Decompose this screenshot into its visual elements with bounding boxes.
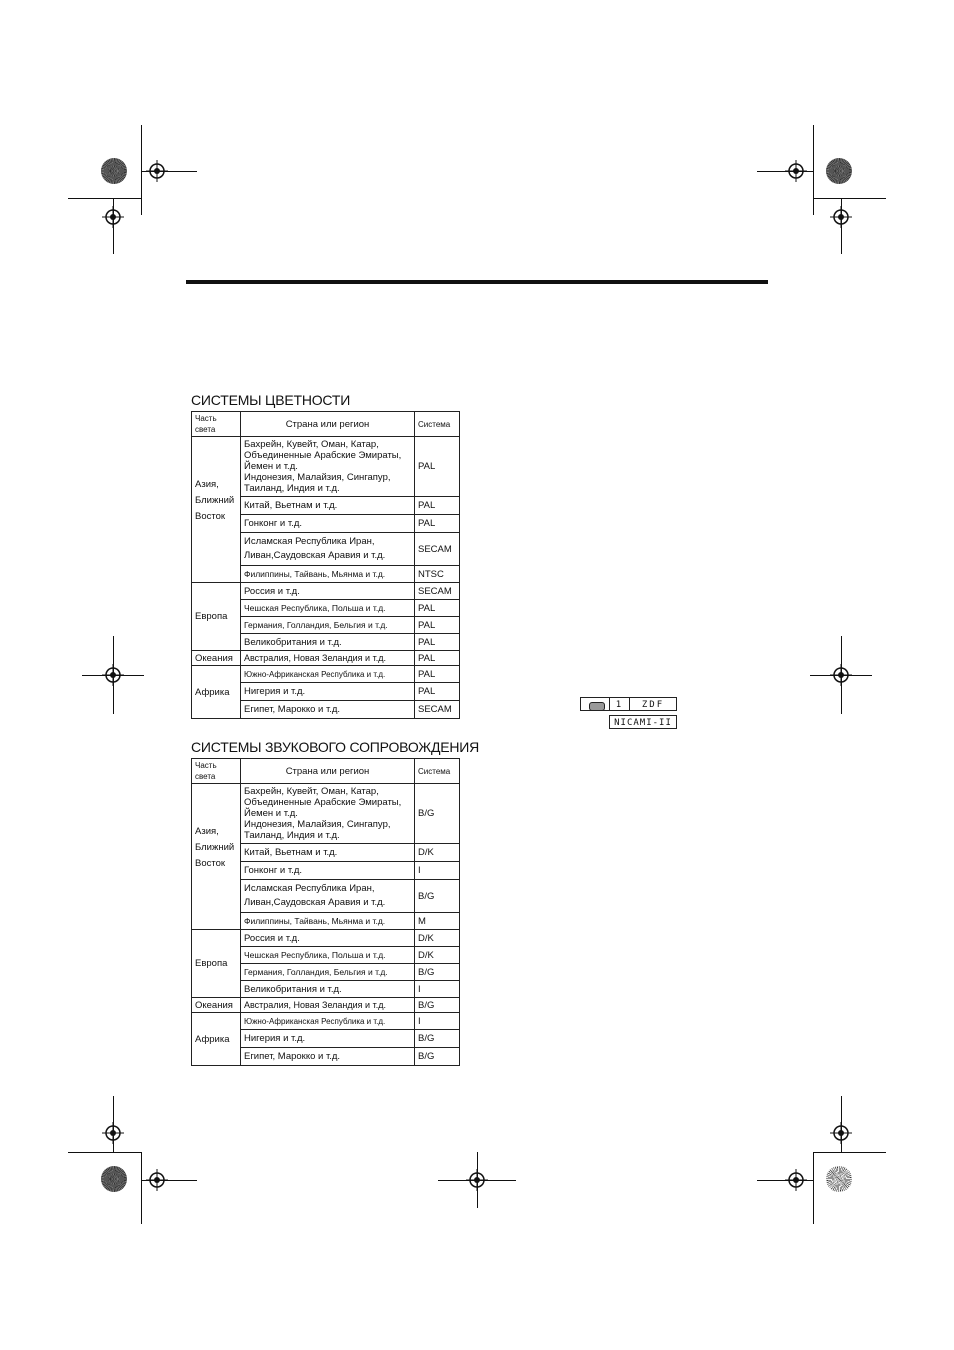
system-cell: PAL — [415, 497, 460, 515]
system-cell: B/G — [415, 880, 460, 913]
region-africa: Африка — [192, 1013, 241, 1066]
crosshair-target-icon — [146, 1169, 168, 1191]
country-cell: Китай, Вьетнам и т.д. — [241, 844, 415, 862]
system-cell: B/G — [415, 1030, 460, 1048]
header-rule — [186, 280, 768, 284]
system-cell: SECAM — [415, 701, 460, 719]
region-oceania: Океания — [192, 998, 241, 1013]
country-cell: Чешская Республика, Польша и т.д. — [241, 947, 415, 964]
crosshair-target-icon — [830, 664, 852, 686]
table-row — [192, 437, 460, 497]
country-cell: Исламская Республика Иран, Ливан,Саудовская Аравия и т.д. — [241, 533, 415, 566]
osd-station: ZDF — [629, 697, 677, 711]
system-cell: NTSC — [415, 566, 460, 583]
header-country: Страна или регион — [241, 759, 415, 784]
system-cell: B/G — [415, 964, 460, 981]
sound-systems-table — [191, 758, 460, 1066]
crop-mark — [813, 198, 886, 199]
country-cell: Египет, Марокко и т.д. — [241, 701, 415, 719]
table-row — [192, 930, 460, 947]
system-cell: B/G — [415, 1048, 460, 1066]
crop-mark — [813, 1152, 886, 1153]
system-cell: I — [415, 862, 460, 880]
system-cell: PAL — [415, 666, 460, 683]
header-region: Часть света — [192, 412, 241, 437]
region-europe: Европа — [192, 930, 241, 998]
crop-mark — [68, 198, 141, 199]
country-cell: Филиппины, Тайвань, Мьянма и т.д. — [241, 566, 415, 583]
system-cell: PAL — [415, 600, 460, 617]
table-row — [192, 583, 460, 600]
country-cell: Египет, Марокко и т.д. — [241, 1048, 415, 1066]
system-cell: PAL — [415, 683, 460, 701]
registration-disk-icon — [101, 158, 127, 184]
system-cell: D/K — [415, 930, 460, 947]
system-cell: I — [415, 981, 460, 998]
country-cell: Филиппины, Тайвань, Мьянма и т.д. — [241, 913, 415, 930]
region-africa: Африка — [192, 666, 241, 719]
crosshair-target-icon — [102, 664, 124, 686]
table-row — [192, 998, 460, 1013]
system-cell: D/K — [415, 947, 460, 964]
country-cell: Гонконг и т.д. — [241, 862, 415, 880]
system-cell: I — [415, 1013, 460, 1030]
osd-sound-mode: NICAMI-II — [609, 715, 677, 729]
country-cell: Южно-Африканская Республика и т.д. — [241, 666, 415, 683]
system-cell: D/K — [415, 844, 460, 862]
crosshair-target-icon — [785, 1169, 807, 1191]
system-cell: PAL — [415, 515, 460, 533]
color-systems-table — [191, 411, 460, 719]
system-cell: PAL — [415, 634, 460, 651]
header-country: Страна или регион — [241, 412, 415, 437]
system-cell: SECAM — [415, 583, 460, 600]
crop-mark — [68, 1152, 141, 1153]
crop-mark — [141, 125, 142, 215]
table-row — [192, 666, 460, 683]
table-header-row — [192, 412, 460, 437]
country-cell: Россия и т.д. — [241, 583, 415, 600]
sound-systems-title: СИСТЕМЫ ЗВУКОВОГО СОПРОВОЖДЕНИЯ — [191, 739, 480, 755]
crosshair-target-icon — [830, 1122, 852, 1144]
osd-channel: 1 — [609, 697, 630, 711]
system-cell: B/G — [415, 998, 460, 1013]
country-cell: Австралия, Новая Зеландия и т.д. — [241, 651, 415, 666]
color-systems-title: СИСТЕМЫ ЦВЕТНОСТИ — [191, 392, 351, 408]
country-cell: Великобритания и т.д. — [241, 981, 415, 998]
crosshair-target-icon — [830, 206, 852, 228]
crosshair-target-icon — [466, 1169, 488, 1191]
system-cell: SECAM — [415, 533, 460, 566]
country-cell: Чешская Республика, Польша и т.д. — [241, 600, 415, 617]
country-cell: Исламская Республика Иран, Ливан,Саудовская Аравия и т.д. — [241, 880, 415, 913]
crosshair-target-icon — [102, 206, 124, 228]
system-cell: PAL — [415, 617, 460, 634]
country-cell: Россия и т.д. — [241, 930, 415, 947]
table-row — [192, 1013, 460, 1030]
crop-mark — [813, 125, 814, 215]
system-cell: PAL — [415, 651, 460, 666]
table-row — [192, 651, 460, 666]
registration-disk-icon — [101, 1166, 127, 1192]
country-cell: Германия, Голландия, Бельгия и т.д. — [241, 617, 415, 634]
region-asia: Азия, Ближний Восток — [192, 784, 241, 930]
country-cell: Германия, Голландия, Бельгия и т.д. — [241, 964, 415, 981]
region-asia: Азия, Ближний Восток — [192, 437, 241, 583]
crosshair-target-icon — [146, 160, 168, 182]
crop-mark — [141, 1152, 142, 1224]
country-cell: Бахрейн, Кувейт, Оман, Катар, Объединенные Арабские Эмираты, Йемен и т.д. Индонезия, Малайзия, Сингапур, Таиланд, Индия и т.д. — [241, 784, 415, 844]
country-cell: Австралия, Новая Зеландия и т.д. — [241, 998, 415, 1013]
crop-mark — [813, 1152, 814, 1224]
registration-disk-icon — [826, 1166, 852, 1192]
system-cell: PAL — [415, 437, 460, 497]
country-cell: Гонконг и т.д. — [241, 515, 415, 533]
table-header-row — [192, 759, 460, 784]
region-oceania: Океания — [192, 651, 241, 666]
system-cell: M — [415, 913, 460, 930]
region-europe: Европа — [192, 583, 241, 651]
country-cell: Нигерия и т.д. — [241, 683, 415, 701]
table-row — [192, 784, 460, 844]
header-system: Система — [415, 412, 460, 437]
country-cell: Бахрейн, Кувейт, Оман, Катар, Объединенные Арабские Эмираты, Йемен и т.д. Индонезия, Малайзия, Сингапур, Таиланд, Индия и т.д. — [241, 437, 415, 497]
crosshair-target-icon — [102, 1122, 124, 1144]
sound-mode-indicator-icon — [589, 702, 605, 711]
header-region: Часть света — [192, 759, 241, 784]
osd-indicator-box — [580, 697, 610, 711]
country-cell: Китай, Вьетнам и т.д. — [241, 497, 415, 515]
registration-disk-icon — [826, 158, 852, 184]
system-cell: B/G — [415, 784, 460, 844]
country-cell: Великобритания и т.д. — [241, 634, 415, 651]
country-cell: Нигерия и т.д. — [241, 1030, 415, 1048]
crosshair-target-icon — [785, 160, 807, 182]
header-system: Система — [415, 759, 460, 784]
country-cell: Южно-Африканская Республика и т.д. — [241, 1013, 415, 1030]
